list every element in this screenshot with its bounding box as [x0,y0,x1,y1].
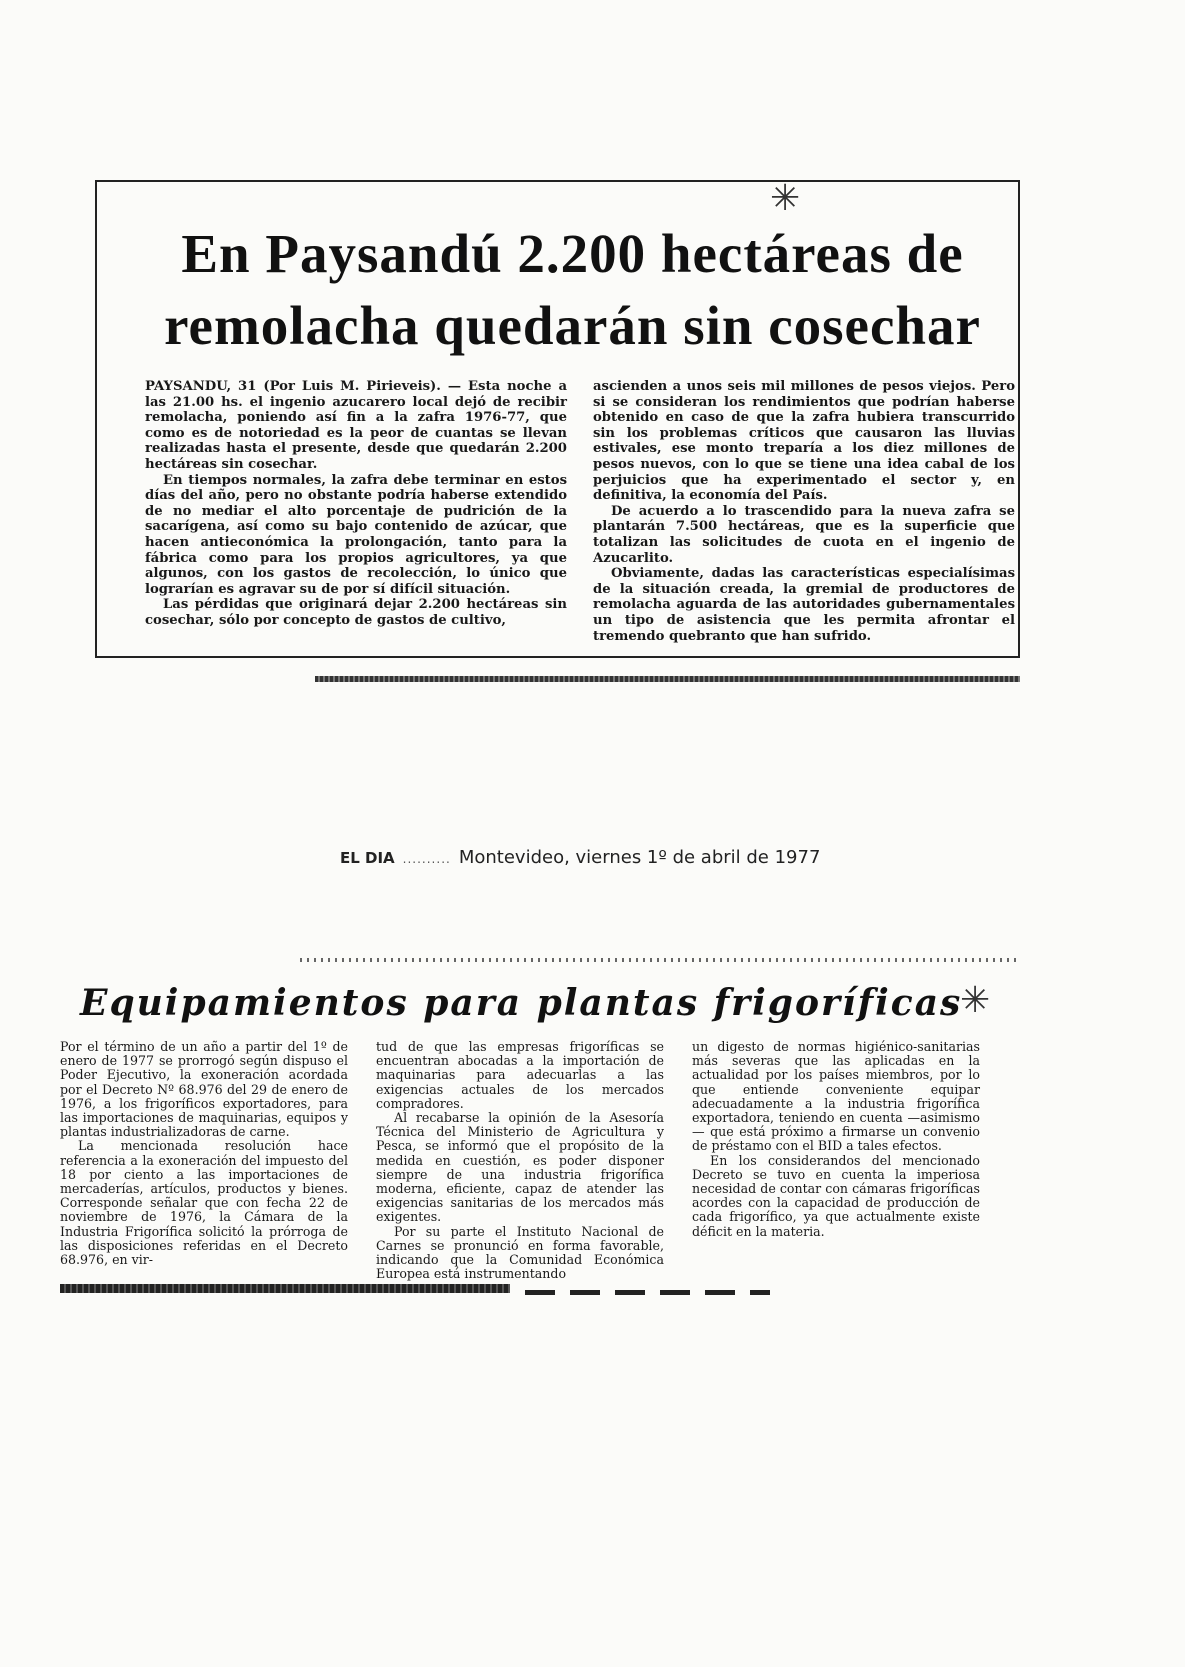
cut-edge-rule [60,1284,510,1293]
paragraph: La mencionada resolución hace referencia a la exoneración del impuesto del 18 por ciento a las importaciones de mercaderías, artículos, productos y bienes. Corresponde señalar que con fecha 22 de noviembre de 1976, la Cámara de la Industria Frigorífica solicitó la prórroga de las disposiciones referidas en el Decreto 68.976, en vir- [60,1138,348,1268]
paragraph: Por su parte el Instituto Nacional de Carnes se pronunció en forma favorable, indicando que la Comunidad Económica Europea está instrumentando [376,1223,664,1282]
article2-column-3 [692,1040,980,1281]
paragraph: un digesto de normas higiénico-sanitarias más severas que las aplicadas en la actualidad por los países miembros, por lo que entiende conveniente equipar adecuadamente a la industria frigorífica exportadora, teniendo en cuenta —asimismo— que está próximo a firmarse un convenio de préstamo con el BID a tales efectos. [692,1039,980,1154]
dateline: Montevideo, viernes 1º de abril de 1977 [458,847,821,868]
paragraph: ascienden a unos seis mil millones de pesos viejos. Pero si se consideran los rendimientos que podrían haberse obtenido en caso de que la zafra hubiera transcurrido sin los problemas críticos que causaron las lluvias estivales, ese monto treparía a los diez millones de pesos nuevos, con lo que se tiene una idea cabal de los perjuicios que ha experimentado el sector y, en definitiva, la economía del País. [593,379,1015,504]
clipping-paysandu [95,180,1020,658]
paragraph: Las pérdidas que originará dejar 2.200 hectáreas sin cosechar, sólo por concepto de gastos de cultivo, [145,597,567,628]
article2-headline: Equipamientos para plantas frigoríficas [80,982,963,1024]
article2-column-1 [60,1040,348,1281]
cut-edge-rule [315,676,1020,682]
cut-edge-rule [525,1290,770,1295]
paragraph: Al recabarse la opinión de la Asesoría Técnica del Ministerio de Agricultura y Pesca, se informó que el propósito de la medida en cuestión, es poder disponer siempre de una industria frigorífica moderna, eficiente, capaz de atender las exigencias sanitarias de los mercados más exigentes. [376,1110,664,1225]
article1-body [145,379,1015,644]
paragraph: Por el término de un año a partir del 1º de enero de 1977 se prorrogó según dispuso el Poder Ejecutivo, la exoneración acordada por el Decreto Nº 68.976 del 29 de enero de 1976, a los frigoríficos exportadores, para las importaciones de maquinarias, equipos y plantas industrializadoras de carne. [60,1039,348,1140]
paragraph: PAYSANDU, 31 (Por Luis M. Pirieveis). — Esta noche a las 21.00 hs. el ingenio azucarero local dejó de recibir remolacha, poniendo así fin a la zafra 1976-77, que como es de notoriedad es la peor de cuantas se llevan realizadas hasta el presente, desde que quedarán 2.200 hectáreas sin cosechar. [145,379,567,472]
article1-column-1 [145,379,567,644]
leader-dots: .......... [402,852,451,866]
cut-edge-rule [300,958,1020,962]
paragraph: En los considerandos del mencionado Decreto se tuvo en cuenta la imperiosa necesidad de contar con cámaras frigoríficas acordes con la capacidad de producción de cada frigorífico, ya que actualmente existe déficit en la materia. [692,1152,980,1239]
headline-line-2: remolacha quedarán sin cosechar [164,295,981,356]
masthead [340,847,820,868]
paragraph: En tiempos normales, la zafra debe terminar en estos días del año, pero no obstante podría haberse extendido de no mediar el alto porcentaje de pudrición de la sacarígena, así como su bajo contenido de azúcar, que hacen antieconómica la prolongación, tanto para la fábrica como para los propios agricultores, ya que algunos, con los gastos de recolección, lo único que lograrían es agravar su de por sí difícil situación. [145,472,567,597]
handwritten-star-mark: ✳ [960,980,991,1021]
handwritten-star-mark: ✳ [770,178,801,219]
newspaper-name: EL DIA [340,849,395,867]
headline-line-1: En Paysandú 2.200 hectáreas de [181,223,964,284]
article2-column-2 [376,1040,664,1281]
paragraph: tud de que las empresas frigoríficas se encuentran abocadas a la importación de maquinarias para adecuarlas a las exigencias actuales de los mercados compradores. [376,1039,664,1111]
article1-column-2 [593,379,1015,644]
article2-body [60,1040,980,1281]
paragraph: Obviamente, dadas las características especialísimas de la situación creada, la gremial de productores de remolacha aguarda de las autoridades gubernamentales un tipo de asistencia que les permita afrontar el tremendo quebranto que han sufrido. [593,566,1015,644]
paragraph: De acuerdo a lo trascendido para la nueva zafra se plantarán 7.500 hectáreas, que es la superficie que totalizan las solicitudes de cuota en el ingenio de Azucarlito. [593,503,1015,566]
